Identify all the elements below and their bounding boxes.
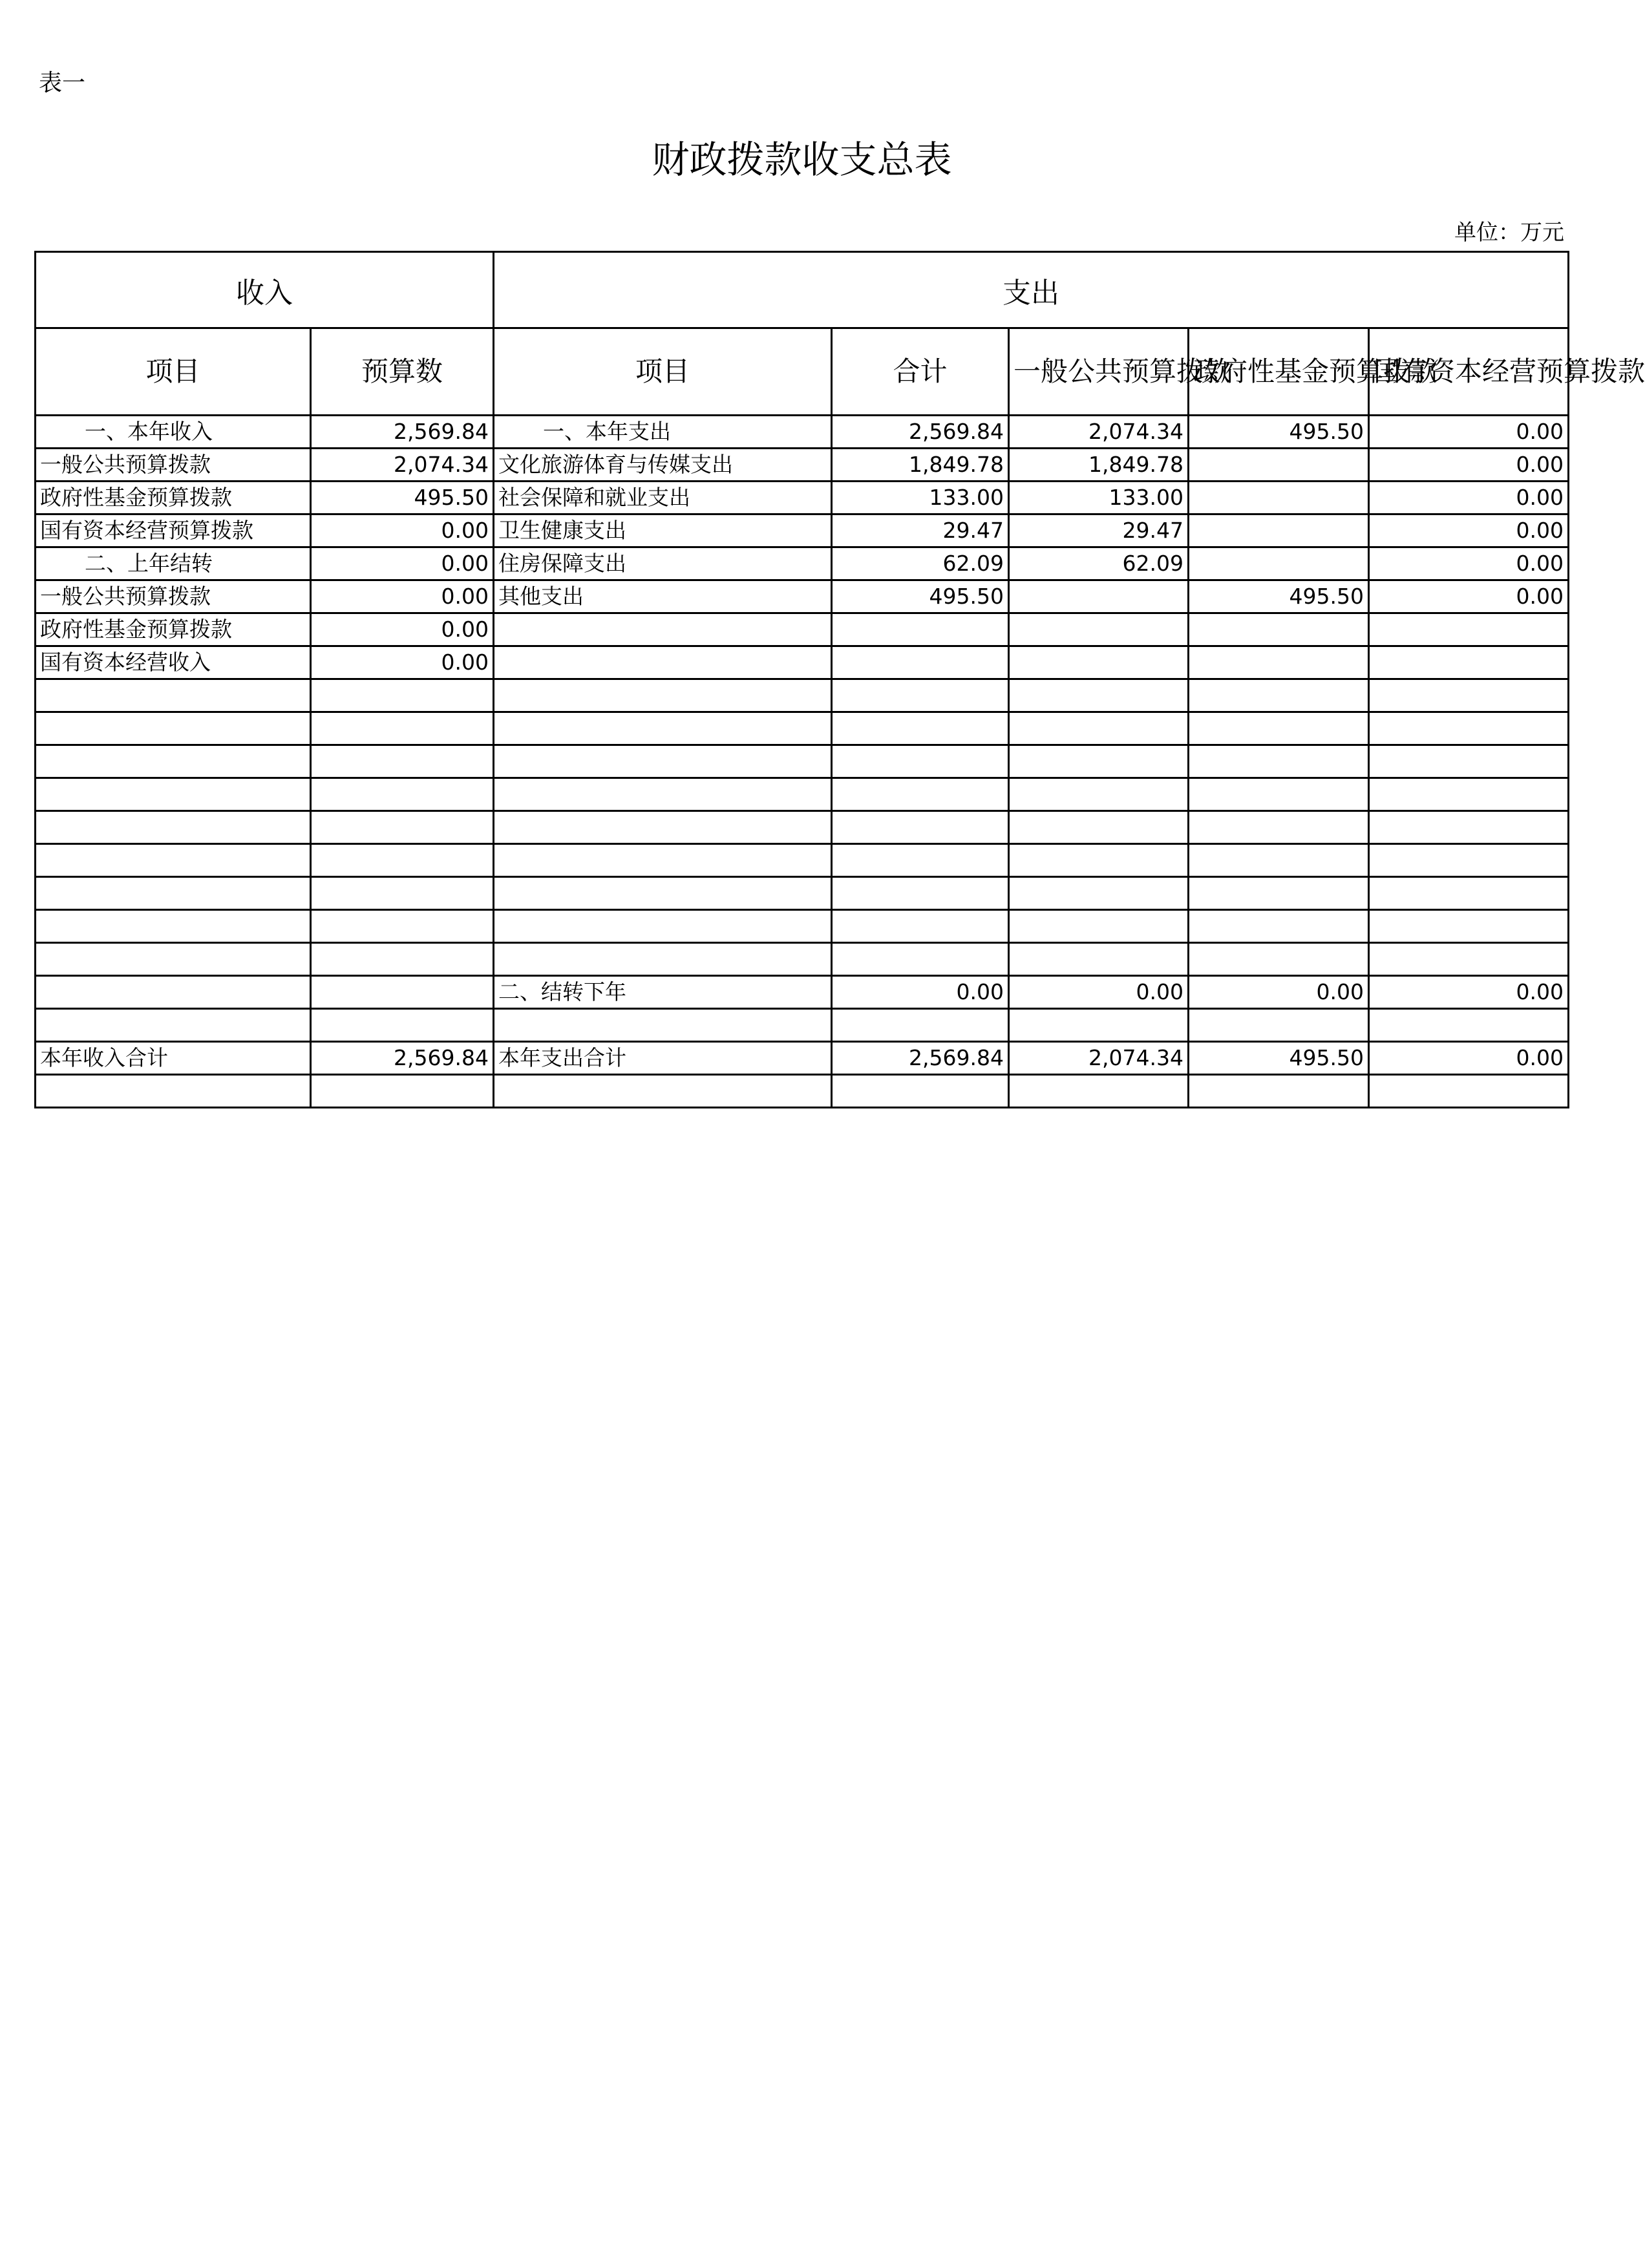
unit-label: 单位：万元: [1454, 220, 1564, 246]
income-item-cell: 一、本年收入: [36, 416, 311, 449]
income-budget-header: 预算数: [311, 328, 494, 416]
income-value-cell: [311, 877, 494, 910]
gov-fund-cell: [1189, 1075, 1369, 1108]
state-capital-cell: [1369, 679, 1569, 712]
income-value-cell: 0.00: [311, 580, 494, 613]
income-group-header: 收入: [36, 252, 494, 328]
total-cell: [832, 613, 1009, 646]
expense-item-cell: [494, 778, 832, 811]
state-capital-cell: 0.00: [1369, 1042, 1569, 1075]
table-row: [36, 646, 1569, 679]
total-cell: [832, 712, 1009, 745]
expense-item-cell: [494, 646, 832, 679]
gov-fund-cell: [1189, 646, 1369, 679]
income-value-cell: [311, 844, 494, 877]
state-capital-cell: 0.00: [1369, 580, 1569, 613]
general-budget-cell: 133.00: [1009, 482, 1189, 514]
income-item-cell: 政府性基金预算拨款: [36, 482, 311, 514]
income-item-cell: [36, 778, 311, 811]
expense-item-cell: [494, 844, 832, 877]
total-cell: [832, 679, 1009, 712]
state-capital-cell: [1369, 712, 1569, 745]
income-value-cell: [311, 778, 494, 811]
gov-fund-cell: [1189, 778, 1369, 811]
income-value-cell: [311, 910, 494, 943]
general-budget-cell: [1009, 844, 1189, 877]
general-budget-cell: [1009, 910, 1189, 943]
group-header-row: [36, 252, 1569, 328]
income-value-cell: 0.00: [311, 514, 494, 547]
state-capital-cell: [1369, 811, 1569, 844]
gov-fund-cell: 495.50: [1189, 416, 1369, 449]
general-budget-cell: [1009, 1009, 1189, 1042]
table-number: 表一: [39, 70, 86, 96]
total-cell: [832, 745, 1009, 778]
expense-item-cell: [494, 877, 832, 910]
income-item-cell: [36, 1009, 311, 1042]
state-capital-cell: 0.00: [1369, 416, 1569, 449]
general-budget-header: 一般公共预算拨款: [1009, 328, 1189, 416]
expense-item-cell: [494, 613, 832, 646]
income-value-cell: [311, 1075, 494, 1108]
expense-item-cell: 住房保障支出: [494, 547, 832, 580]
general-budget-cell: [1009, 646, 1189, 679]
income-item-cell: [36, 877, 311, 910]
expense-item-cell: 社会保障和就业支出: [494, 482, 832, 514]
expense-item-cell: [494, 811, 832, 844]
expense-item-cell: 文化旅游体育与传媒支出: [494, 449, 832, 482]
gov-fund-cell: 495.50: [1189, 580, 1369, 613]
income-value-cell: [311, 1009, 494, 1042]
table-row: [36, 976, 1569, 1009]
income-item-cell: [36, 712, 311, 745]
expense-item-cell: [494, 1009, 832, 1042]
gov-fund-cell: [1189, 482, 1369, 514]
gov-fund-cell: [1189, 844, 1369, 877]
income-value-cell: 0.00: [311, 646, 494, 679]
income-value-cell: 2,074.34: [311, 449, 494, 482]
table-row: [36, 613, 1569, 646]
expense-item-cell: [494, 943, 832, 976]
state-capital-header: 国有资本经营预算拨款: [1369, 328, 1569, 416]
total-cell: [832, 1009, 1009, 1042]
table-row: [36, 943, 1569, 976]
table-row: [36, 449, 1569, 482]
income-item-header: 项目: [36, 328, 311, 416]
general-budget-cell: [1009, 877, 1189, 910]
income-item-cell: [36, 745, 311, 778]
general-budget-cell: 2,074.34: [1009, 416, 1189, 449]
expense-item-cell: [494, 745, 832, 778]
gov-fund-cell: [1189, 877, 1369, 910]
table-row: [36, 514, 1569, 547]
table-row: [36, 547, 1569, 580]
general-budget-cell: [1009, 745, 1189, 778]
income-value-cell: [311, 745, 494, 778]
state-capital-cell: 0.00: [1369, 514, 1569, 547]
general-budget-cell: 0.00: [1009, 976, 1189, 1009]
total-cell: [832, 778, 1009, 811]
gov-fund-cell: [1189, 547, 1369, 580]
total-cell: 0.00: [832, 976, 1009, 1009]
expense-item-cell: 二、结转下年: [494, 976, 832, 1009]
total-cell: 2,569.84: [832, 1042, 1009, 1075]
state-capital-cell: [1369, 844, 1569, 877]
income-value-cell: [311, 943, 494, 976]
table-row: [36, 811, 1569, 844]
income-item-cell: [36, 943, 311, 976]
gov-fund-cell: [1189, 943, 1369, 976]
total-cell: [832, 844, 1009, 877]
total-cell: [832, 877, 1009, 910]
income-value-cell: 2,569.84: [311, 1042, 494, 1075]
income-item-cell: 二、上年结转: [36, 547, 311, 580]
total-cell: 62.09: [832, 547, 1009, 580]
total-cell: 29.47: [832, 514, 1009, 547]
expense-item-cell: 本年支出合计: [494, 1042, 832, 1075]
gov-fund-cell: 495.50: [1189, 1042, 1369, 1075]
income-item-cell: 一般公共预算拨款: [36, 580, 311, 613]
total-cell: [832, 811, 1009, 844]
table-row: [36, 778, 1569, 811]
general-budget-cell: [1009, 778, 1189, 811]
income-item-cell: [36, 679, 311, 712]
income-value-cell: 495.50: [311, 482, 494, 514]
income-item-cell: [36, 910, 311, 943]
income-item-cell: [36, 844, 311, 877]
income-value-cell: 0.00: [311, 613, 494, 646]
table-row: [36, 745, 1569, 778]
state-capital-cell: [1369, 646, 1569, 679]
total-cell: 2,569.84: [832, 416, 1009, 449]
table-row: [36, 580, 1569, 613]
total-cell: [832, 1075, 1009, 1108]
state-capital-cell: [1369, 613, 1569, 646]
income-value-cell: [311, 811, 494, 844]
total-cell: 133.00: [832, 482, 1009, 514]
gov-fund-cell: [1189, 745, 1369, 778]
general-budget-cell: 2,074.34: [1009, 1042, 1189, 1075]
state-capital-cell: [1369, 910, 1569, 943]
expense-item-cell: 其他支出: [494, 580, 832, 613]
gov-fund-cell: [1189, 910, 1369, 943]
total-cell: [832, 646, 1009, 679]
income-value-cell: [311, 976, 494, 1009]
column-header-row: [36, 328, 1569, 416]
income-value-cell: [311, 712, 494, 745]
total-cell: [832, 910, 1009, 943]
income-item-cell: 国有资本经营预算拨款: [36, 514, 311, 547]
expense-item-cell: [494, 712, 832, 745]
income-value-cell: 2,569.84: [311, 416, 494, 449]
income-item-cell: 一般公共预算拨款: [36, 449, 311, 482]
income-item-cell: 政府性基金预算拨款: [36, 613, 311, 646]
expense-item-cell: 卫生健康支出: [494, 514, 832, 547]
state-capital-cell: 0.00: [1369, 482, 1569, 514]
income-item-cell: 国有资本经营收入: [36, 646, 311, 679]
income-item-cell: [36, 976, 311, 1009]
general-budget-cell: 62.09: [1009, 547, 1189, 580]
gov-fund-cell: [1189, 514, 1369, 547]
general-budget-cell: 1,849.78: [1009, 449, 1189, 482]
state-capital-cell: [1369, 778, 1569, 811]
general-budget-cell: 29.47: [1009, 514, 1189, 547]
table-row: [36, 482, 1569, 514]
state-capital-cell: [1369, 877, 1569, 910]
income-value-cell: 0.00: [311, 547, 494, 580]
table-row: [36, 1075, 1569, 1108]
general-budget-cell: [1009, 943, 1189, 976]
fiscal-summary-table: [34, 251, 1645, 1108]
state-capital-cell: [1369, 745, 1569, 778]
general-budget-cell: [1009, 613, 1189, 646]
gov-fund-cell: [1189, 449, 1369, 482]
expense-group-header: 支出: [494, 252, 1569, 328]
table-row: [36, 844, 1569, 877]
table-row: [36, 1042, 1569, 1075]
total-cell: 495.50: [832, 580, 1009, 613]
table-row: [36, 712, 1569, 745]
gov-fund-cell: [1189, 679, 1369, 712]
table-row: [36, 416, 1569, 449]
general-budget-cell: [1009, 1075, 1189, 1108]
state-capital-cell: 0.00: [1369, 976, 1569, 1009]
expense-item-cell: [494, 1075, 832, 1108]
income-value-cell: [311, 679, 494, 712]
state-capital-cell: [1369, 943, 1569, 976]
gov-fund-cell: [1189, 613, 1369, 646]
table-row: [36, 679, 1569, 712]
expense-item-cell: 一、本年支出: [494, 416, 832, 449]
expense-item-cell: [494, 679, 832, 712]
page-title: 财政拨款收支总表: [652, 138, 952, 182]
total-cell: [832, 943, 1009, 976]
state-capital-cell: 0.00: [1369, 547, 1569, 580]
state-capital-cell: [1369, 1075, 1569, 1108]
total-cell: 1,849.78: [832, 449, 1009, 482]
income-item-cell: 本年收入合计: [36, 1042, 311, 1075]
gov-fund-cell: [1189, 811, 1369, 844]
general-budget-cell: [1009, 811, 1189, 844]
table-row: [36, 910, 1569, 943]
general-budget-cell: [1009, 679, 1189, 712]
table-row: [36, 1009, 1569, 1042]
income-item-cell: [36, 1075, 311, 1108]
gov-fund-header: 政府性基金预算拨款: [1189, 328, 1369, 416]
income-item-cell: [36, 811, 311, 844]
table-row: [36, 877, 1569, 910]
total-header: 合计: [832, 328, 1009, 416]
general-budget-cell: [1009, 580, 1189, 613]
state-capital-cell: 0.00: [1369, 449, 1569, 482]
expense-item-cell: [494, 910, 832, 943]
gov-fund-cell: [1189, 1009, 1369, 1042]
gov-fund-cell: [1189, 712, 1369, 745]
gov-fund-cell: 0.00: [1189, 976, 1369, 1009]
expense-item-header: 项目: [494, 328, 832, 416]
state-capital-cell: [1369, 1009, 1569, 1042]
general-budget-cell: [1009, 712, 1189, 745]
